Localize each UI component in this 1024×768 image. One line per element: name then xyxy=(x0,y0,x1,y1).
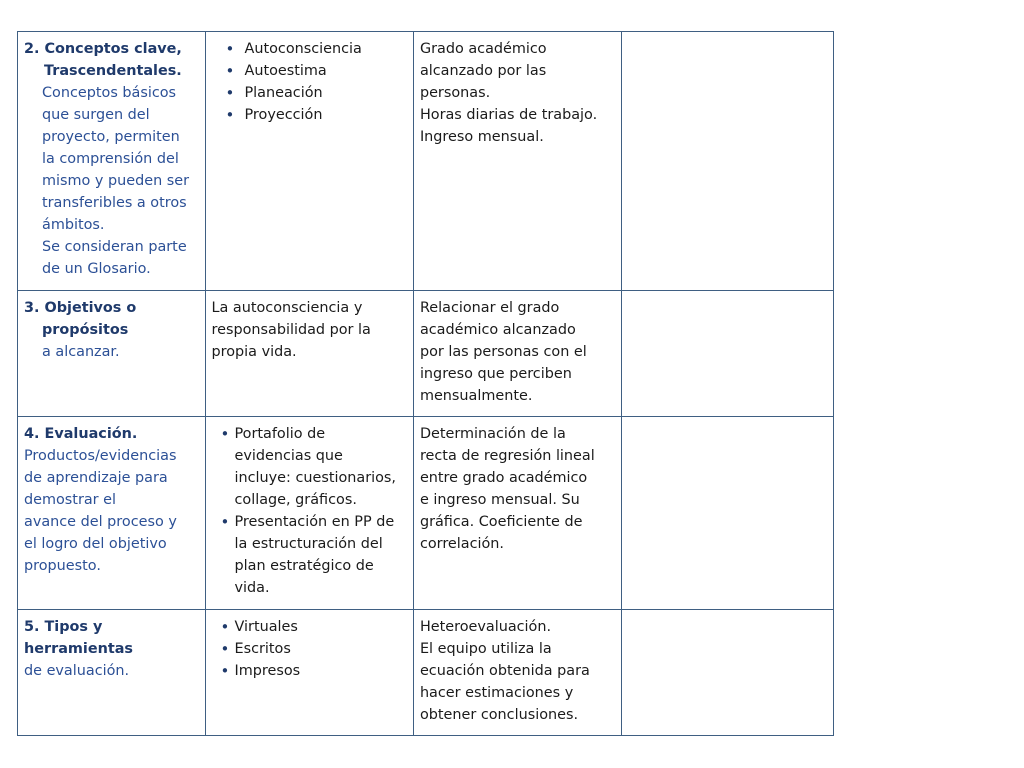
list-item-line: • Presentación en PP de xyxy=(234,514,395,530)
objective-cell xyxy=(205,291,413,417)
objective-line: La autoconsciencia y xyxy=(211,300,363,316)
detail-line: Determinación de la xyxy=(419,426,566,442)
list-item-line: incluye: cuestionarios, xyxy=(234,470,397,486)
detail-line: gráfica. Coeficiente de xyxy=(419,514,583,530)
list-item: • Virtuales xyxy=(212,616,407,638)
row-title: 5. Tipos y herramientas xyxy=(24,619,133,657)
row-description-line: Conceptos básicos xyxy=(42,85,177,101)
row-description-line: proyecto, permiten xyxy=(42,129,180,145)
objective-line: responsabilidad por la xyxy=(211,322,371,338)
row-description-line: transferibles a otros xyxy=(42,195,187,211)
detail-line: entre grado académico xyxy=(419,470,588,486)
list-item-line: la estructuración del xyxy=(234,536,383,552)
row-description-line: de aprendizaje para xyxy=(24,470,168,486)
detail-cell xyxy=(413,610,621,736)
list-item-line: vida. xyxy=(234,580,270,596)
empty-cell xyxy=(622,610,834,736)
list-item-line: evidencias que xyxy=(234,448,343,464)
row-description-line: demostrar el xyxy=(24,492,117,508)
bullet-list xyxy=(212,38,407,126)
list-item: • Escritos xyxy=(212,638,407,660)
row-label-cell xyxy=(18,417,206,610)
list-item: • Impresos xyxy=(212,660,407,682)
table-row xyxy=(18,417,834,610)
list-item-line: • Portafolio de xyxy=(234,426,326,442)
table-row xyxy=(18,291,834,417)
detail-line: por las personas con el xyxy=(419,344,587,360)
list-item xyxy=(212,511,407,599)
list-item: • Planeación xyxy=(212,82,407,104)
list-item-line: plan estratégico de xyxy=(234,558,374,574)
row-description-line: propuesto. xyxy=(24,558,101,574)
list-item-line: collage, gráficos. xyxy=(234,492,357,508)
detail-line: Relacionar el grado xyxy=(419,300,560,316)
row-description-line: que surgen del xyxy=(42,107,150,123)
detail-cell xyxy=(413,291,621,417)
row-description-line: Productos/evidencias xyxy=(24,448,177,464)
row-label-cell xyxy=(18,610,206,736)
row-description-line: de un Glosario. xyxy=(42,261,151,277)
detail-line: El equipo utiliza la xyxy=(419,641,552,657)
detail-line: obtener conclusiones. xyxy=(419,707,579,723)
list-item: • Autoestima xyxy=(212,60,407,82)
row-description-line: mismo y pueden ser xyxy=(42,173,190,189)
detail-line: ingreso que perciben xyxy=(419,366,572,382)
list-item xyxy=(212,423,407,511)
list-item: • Autoconsciencia xyxy=(212,38,407,60)
detail-line: Horas diarias de trabajo. xyxy=(419,107,598,123)
row-title: 3. Objetivos o xyxy=(24,300,137,316)
row-label-cell xyxy=(18,32,206,291)
table-row xyxy=(18,32,834,291)
detail-line: Ingreso mensual. xyxy=(419,129,544,145)
bullet-list xyxy=(212,423,407,599)
row-description-line: la comprensión del xyxy=(42,151,179,167)
row-description-line: el logro del objetivo xyxy=(24,536,167,552)
row-title-continued: propósitos xyxy=(42,322,129,338)
row-description-line: de evaluación. xyxy=(24,663,130,679)
table-row xyxy=(18,610,834,736)
row-description-line: avance del proceso y xyxy=(24,514,177,530)
row-title: 4. Evaluación. xyxy=(24,426,138,442)
row-title-continued: Trascendentales. xyxy=(44,63,182,79)
tools-cell xyxy=(205,610,413,736)
detail-line: hacer estimaciones y xyxy=(419,685,574,701)
detail-line: personas. xyxy=(419,85,491,101)
detail-line: correlación. xyxy=(419,536,504,552)
empty-cell xyxy=(622,291,834,417)
row-description-line: Se consideran parte xyxy=(42,239,187,255)
list-item: • Proyección xyxy=(212,104,407,126)
planning-table xyxy=(17,31,834,736)
detail-line: ecuación obtenida para xyxy=(419,663,590,679)
empty-cell xyxy=(622,32,834,291)
row-description-line: ámbitos. xyxy=(42,217,105,233)
empty-cell xyxy=(622,417,834,610)
detail-line: Heteroevaluación. xyxy=(419,619,552,635)
concepts-cell xyxy=(205,32,413,291)
row-title: 2. Conceptos clave, xyxy=(24,41,182,57)
row-description-line: a alcanzar. xyxy=(42,344,120,360)
detail-cell xyxy=(413,417,621,610)
objective-line: propia vida. xyxy=(211,344,297,360)
detail-cell xyxy=(413,32,621,291)
bullet-list xyxy=(212,616,407,682)
row-label-cell xyxy=(18,291,206,417)
detail-line: Grado académico xyxy=(419,41,547,57)
detail-line: alcanzado por las xyxy=(419,63,547,79)
detail-line: recta de regresión lineal xyxy=(419,448,595,464)
detail-line: e ingreso mensual. Su xyxy=(419,492,580,508)
detail-line: académico alcanzado xyxy=(419,322,576,338)
evidence-cell xyxy=(205,417,413,610)
detail-line: mensualmente. xyxy=(419,388,533,404)
